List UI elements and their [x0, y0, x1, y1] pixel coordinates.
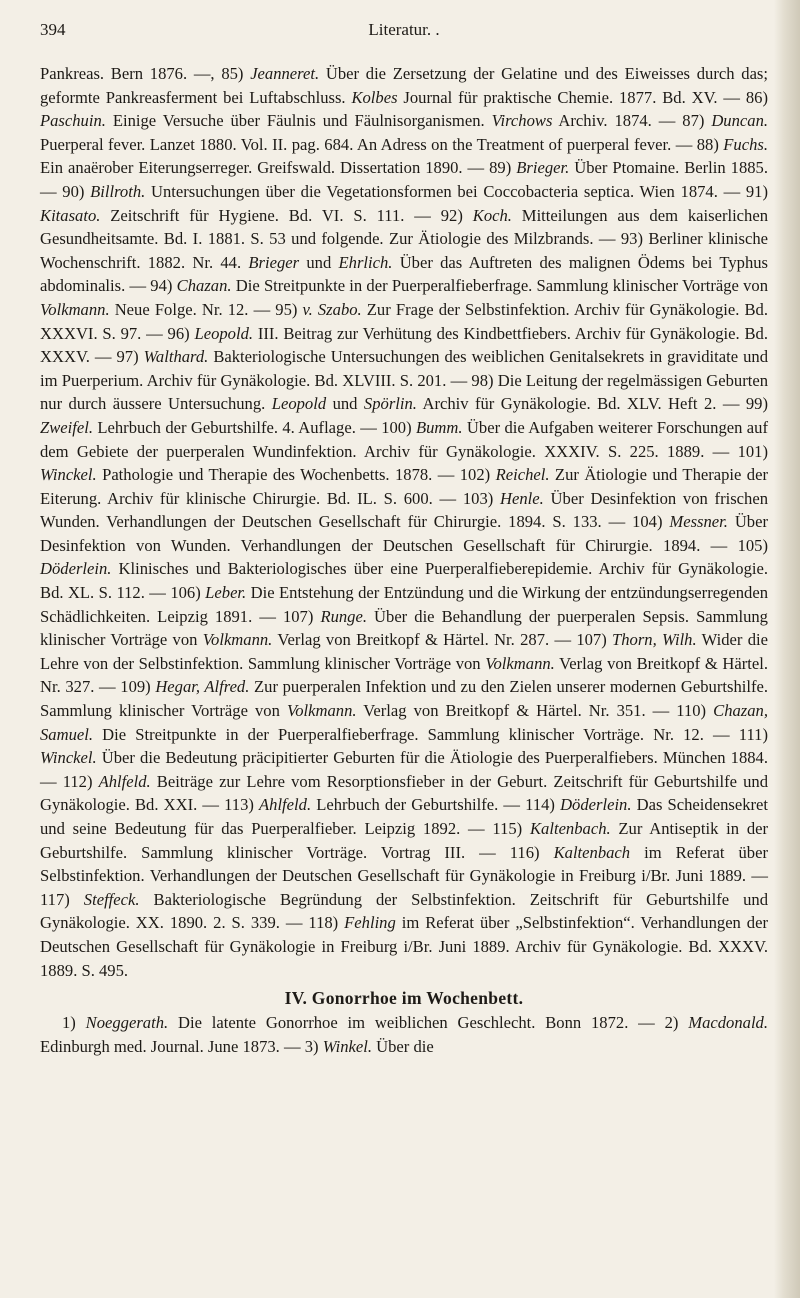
section-paragraph: 1) Noeggerath. Die latente Gonorrhoe im weiblichen Geschlecht. Bonn 1872. — 2) Macdonald. Edinburgh med. Journal. June 1873. — 3) Winkel. Über die	[40, 1013, 768, 1056]
page-number: 394	[40, 20, 66, 39]
page-header	[40, 14, 768, 42]
section-heading: IV. Gonorrhoe im Wochenbett.	[284, 988, 524, 1009]
running-title: Literatur. .	[368, 20, 440, 39]
bibliography-paragraph: Pankreas. Bern 1876. —, 85) Jeanneret. Über die Zersetzung der Gelatine und des Eiweisses durch das; geformte Pankreasferment bei Luftabschluss. Kolbes Journal für praktische Chemie. 1877. Bd. XV. — 86) Paschuin. Einige Versuche über Fäulnis und Fäulnisorganismen. Virchows Archiv. 1874. — 87) Duncan. Puerperal fever. Lanzet 1880. Vol. II. pag. 684. An Adress on the Treatment of puerperal fever. — 88) Fuchs. Ein anaërober Eiterungserreger. Greifswald. Dissertation 1890. — 89) Brieger. Über Ptomaine. Berlin 1885. — 90) Billroth. Untersuchungen über die Vegetationsformen bei Coccobacteria septica. Wien 1874. — 91) Kitasato. Zeitschrift für Hygiene. Bd. VI. S. 111. — 92) Koch. Mitteilungen aus dem kaiserlichen Gesundheitsamte. Bd. I. 1881. S. 53 und folgende. Zur Ätiologie des Milzbrands. — 93) Berliner klinische Wochenschrift. 1882. Nr. 44. Brieger und Ehrlich. Über das Auftreten des malignen Ödems bei Typhus abdominalis. — 94) Chazan. Die Streitpunkte in der Puerperalfieberfrage. Sammlung klinischer Vorträge von Volkmann. Neue Folge. Nr. 12. — 95) v. Szabo. Zur Frage der Selbstinfektion. Archiv für Gynäkologie. Bd. XXXVI. S. 97. — 96) Leopold. III. Beitrag zur Verhütung des Kindbettfiebers. Archiv für Gynäkologie. Bd. XXXV. — 97) Walthard. Bakteriologische Untersuchungen des weiblichen Genitalsekrets in graviditate und im Puerperium. Archiv für Gynäkologie. Bd. XLVIII. S. 201. — 98) Die Leitung der regelmässigen Geburten nur durch äussere Untersuchung. Leopold und Spörlin. Archiv für Gynäkologie. Bd. XLV. Heft 2. — 99) Zweifel. Lehrbuch der Geburtshilfe. 4. Auflage. — 100) Bumm. Über die Aufgaben weiterer Forschungen auf dem Gebiete der puerperalen Wundinfektion. Archiv für Gynäkologie. XXXIV. S. 225. 1889. — 101) Winckel. Pathologie und Therapie des Wochenbetts. 1878. — 102) Reichel. Zur Ätiologie und Therapie der Eiterung. Archiv für klinische Chirurgie. Bd. IL. S. 600. — 103) Henle. Über Desinfektion von frischen Wunden. Verhandlungen der Deutschen Gesellschaft für Chirurgie. 1894. S. 133. — 104) Messner. Über Desinfektion von Wunden. Verhandlungen der Deutschen Gesellschaft für Chirurgie. 1894. — 105) Döderlein. Klinisches und Bakteriologisches über eine Puerperalfieberepidemie. Archiv für Gynäkologie. Bd. XL. S. 112. — 106) Leber. Die Entstehung der Entzündung und die Wirkung der entzündungserregenden Schädlichkeiten. Leipzig 1891. — 107) Runge. Über die Behandlung der puerperalen Sepsis. Sammlung klinischer Vorträge von Volkmann. Verlag von Breitkopf & Härtel. Nr. 287. — 107) Thorn, Wilh. Wider die Lehre von der Selbstinfektion. Sammlung klinischer Vorträge von Volkmann. Verlag von Breitkopf & Härtel. Nr. 327. — 109) Hegar, Alfred. Zur puerperalen Infektion und zu den Zielen unserer modernen Geburtshilfe. Sammlung klinischer Vorträge von Volkmann. Verlag von Breitkopf & Härtel. Nr. 351. — 110) Chazan, Samuel. Die Streitpunkte in der Puerperalfieberfrage. Sammlung klinischer Vorträge. Nr. 12. — 111) Winckel. Über die Bedeutung präcipitierter Geburten für die Ätiologie des Puerperalfiebers. München 1884. — 112) Ahlfeld. Beiträge zur Lehre vom Resorptionsfieber in der Geburt. Zeitschrift für Geburtshilfe und Gynäkologie. Bd. XXI. — 113) Ahlfeld. Lehrbuch der Geburtshilfe. — 114) Döderlein. Das Scheidensekret und seine Bedeutung für das Puerperalfieber. Leipzig 1892. — 115) Kaltenbach. Zur Antiseptik in der Geburtshilfe. Sammlung klinischer Vorträge. Vortrag III. — 116) Kaltenbach im Referat über Selbstinfektion. Verhandlungen der Deutschen Gesellschaft für Gynäkologie in Freiburg i/Br. Juni 1889. — 117) Steffeck. Bakteriologische Begründung der Selbstinfektion. Zeitschrift für Geburtshilfe und Gynäkologie. XX. 1890. 2. S. 339. — 118) Fehling im Referat über „Selbstinfektion“. Verhandlungen der Deutschen Gesellschaft für Gynäkologie in Freiburg i/Br. Juni 1889. Archiv für Gynäkologie. Bd. XXXV. 1889. S. 495.	[40, 64, 769, 980]
page-edge-shadow	[774, 0, 800, 1298]
document-page	[40, 14, 768, 1058]
